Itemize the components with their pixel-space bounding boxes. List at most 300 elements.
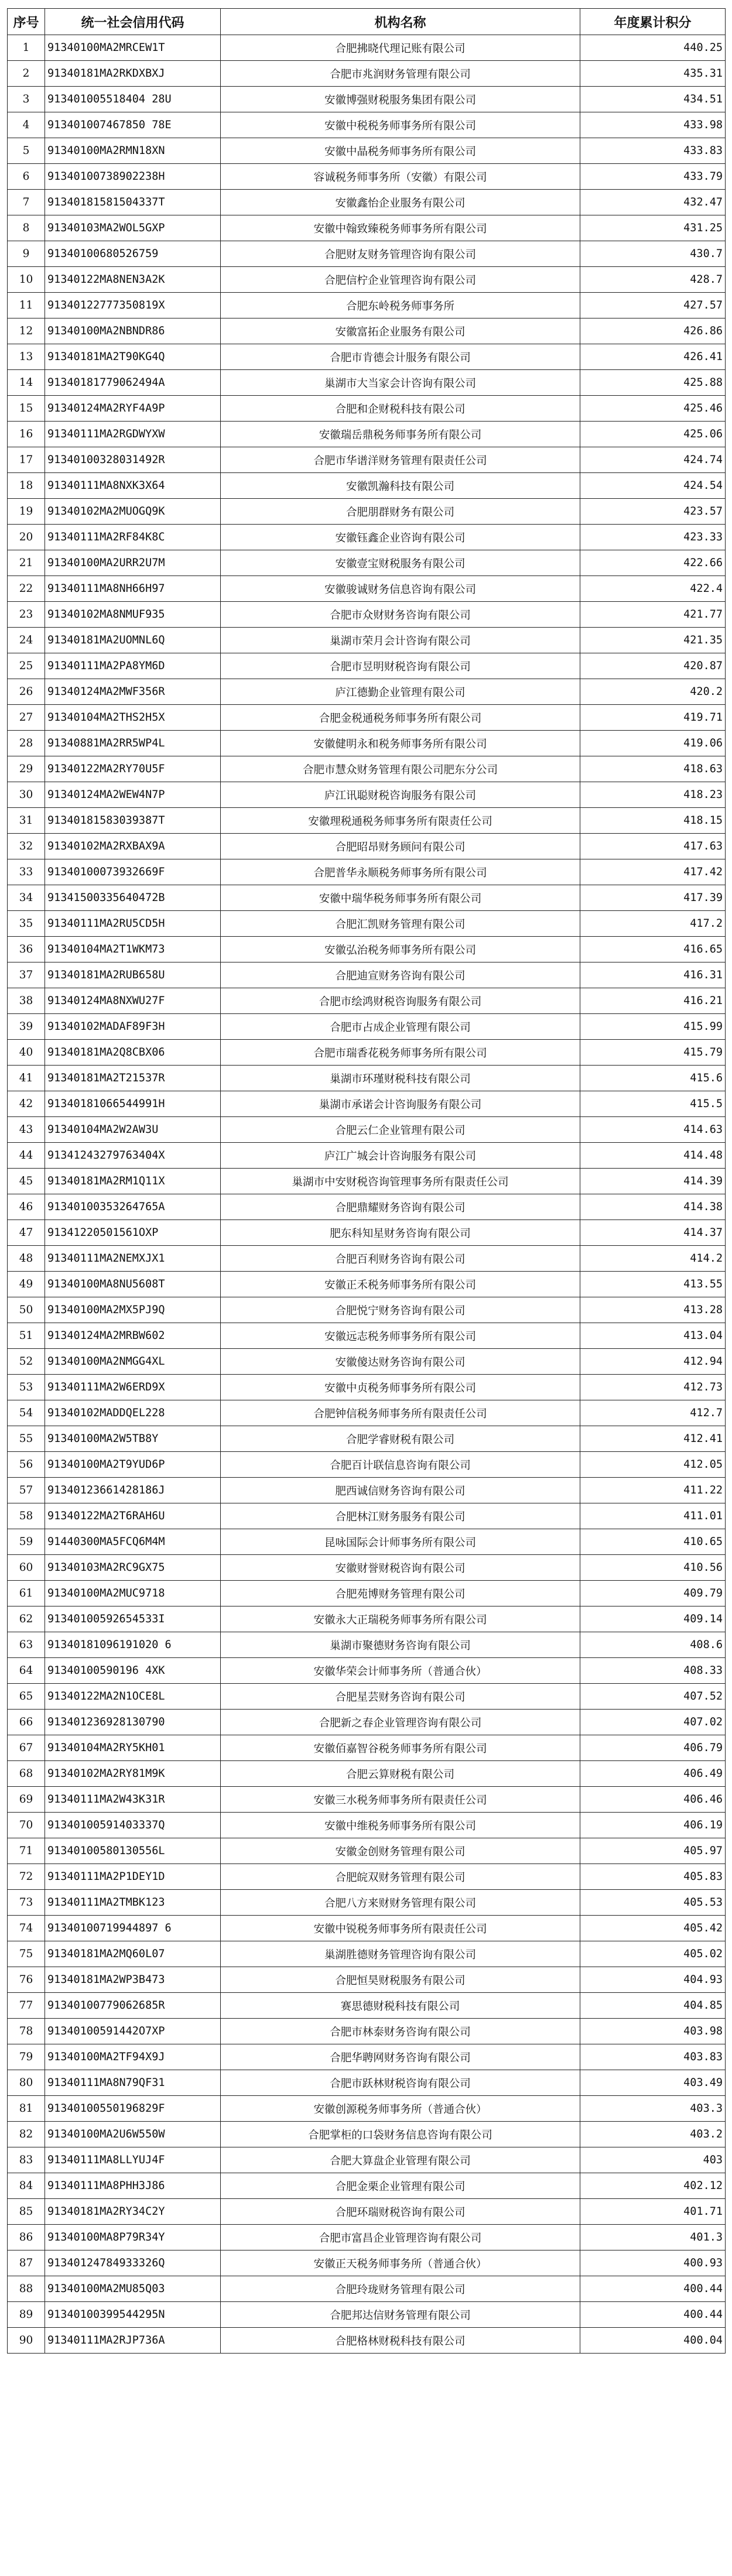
org-name: 安徽中维税务师事务所有限公司 bbox=[221, 1813, 580, 1838]
annual-score: 427.57 bbox=[580, 293, 726, 318]
org-name: 合肥华聘网财务咨询有限公司 bbox=[221, 2044, 580, 2070]
table-row bbox=[8, 705, 726, 731]
org-name: 合肥拂晓代理记账有限公司 bbox=[221, 35, 580, 61]
org-name: 合肥财友财务管理咨询有限公司 bbox=[221, 241, 580, 267]
annual-score: 412.73 bbox=[580, 1375, 726, 1400]
credit-code: 91340122MA2N1OCE8L bbox=[45, 1684, 221, 1710]
org-name: 安徽佰嘉智谷税务师事务所有限公司 bbox=[221, 1735, 580, 1761]
row-index: 70 bbox=[8, 1813, 45, 1838]
org-name: 合肥百计联信息咨询有限公司 bbox=[221, 1452, 580, 1478]
org-name: 安徽财誉财税咨询有限公司 bbox=[221, 1555, 580, 1581]
org-name: 合肥市林泰财务咨询有限公司 bbox=[221, 2019, 580, 2044]
org-name: 安徽凯瀚科技有限公司 bbox=[221, 473, 580, 499]
table-row bbox=[8, 2225, 726, 2250]
credit-code: 91340100MA8P79R34Y bbox=[45, 2225, 221, 2250]
org-name: 合肥玲珑财务管理有限公司 bbox=[221, 2276, 580, 2302]
credit-code: 91340111MA8NH66H97 bbox=[45, 576, 221, 602]
annual-score: 405.97 bbox=[580, 1838, 726, 1864]
credit-code: 91340100591442O7XP bbox=[45, 2019, 221, 2044]
row-index: 5 bbox=[8, 138, 45, 164]
annual-score: 412.41 bbox=[580, 1426, 726, 1452]
annual-score: 400.93 bbox=[580, 2250, 726, 2276]
org-name: 合肥苑博财务管理有限公司 bbox=[221, 1581, 580, 1606]
org-name: 合肥市富昌企业管理咨询有限公司 bbox=[221, 2225, 580, 2250]
table-row bbox=[8, 679, 726, 705]
row-index: 2 bbox=[8, 61, 45, 87]
annual-score: 422.4 bbox=[580, 576, 726, 602]
org-name: 合肥掌柜的口袋财务信息咨询有限公司 bbox=[221, 2122, 580, 2147]
table-row bbox=[8, 1194, 726, 1220]
org-name: 合肥云算财税有限公司 bbox=[221, 1761, 580, 1787]
row-index: 28 bbox=[8, 731, 45, 756]
annual-score: 406.46 bbox=[580, 1787, 726, 1813]
table-row bbox=[8, 1916, 726, 1941]
table-row bbox=[8, 1941, 726, 1967]
table-row bbox=[8, 241, 726, 267]
annual-score: 403.2 bbox=[580, 2122, 726, 2147]
row-index: 14 bbox=[8, 370, 45, 396]
org-name: 安徽傻达财务咨询有限公司 bbox=[221, 1349, 580, 1375]
credit-code: 91340111MA2P1DEY1D bbox=[45, 1864, 221, 1890]
table-row bbox=[8, 87, 726, 112]
credit-code: 91340100591403337Q bbox=[45, 1813, 221, 1838]
credit-code: 91340100MA2MX5PJ9Q bbox=[45, 1297, 221, 1323]
table-row bbox=[8, 318, 726, 344]
annual-score: 411.22 bbox=[580, 1478, 726, 1503]
credit-code: 91340100779062685R bbox=[45, 1993, 221, 2019]
header-org-name: 机构名称 bbox=[221, 9, 580, 35]
row-index: 60 bbox=[8, 1555, 45, 1581]
annual-score: 400.44 bbox=[580, 2302, 726, 2328]
annual-score: 425.88 bbox=[580, 370, 726, 396]
annual-score: 430.7 bbox=[580, 241, 726, 267]
table-row bbox=[8, 885, 726, 911]
row-index: 52 bbox=[8, 1349, 45, 1375]
row-index: 37 bbox=[8, 962, 45, 988]
credit-code: 91340181MA2RY34C2Y bbox=[45, 2199, 221, 2225]
row-index: 50 bbox=[8, 1297, 45, 1323]
org-name: 合肥和企财税科技有限公司 bbox=[221, 396, 580, 422]
credit-code: 91340111MA2RF84K8C bbox=[45, 525, 221, 550]
annual-score: 433.98 bbox=[580, 112, 726, 138]
annual-score: 418.23 bbox=[580, 782, 726, 808]
annual-score: 401.3 bbox=[580, 2225, 726, 2250]
org-name: 合肥汇凯财务管理有限公司 bbox=[221, 911, 580, 937]
credit-code: 91340100592654533I bbox=[45, 1606, 221, 1632]
org-name: 安徽弘治税务师事务所有限公司 bbox=[221, 937, 580, 962]
table-row bbox=[8, 1993, 726, 2019]
annual-score: 425.06 bbox=[580, 422, 726, 447]
table-row bbox=[8, 859, 726, 885]
annual-score: 412.7 bbox=[580, 1400, 726, 1426]
annual-score: 400.04 bbox=[580, 2328, 726, 2354]
row-index: 65 bbox=[8, 1684, 45, 1710]
row-index: 8 bbox=[8, 215, 45, 241]
annual-score: 404.93 bbox=[580, 1967, 726, 1993]
org-name: 合肥林江财务服务有限公司 bbox=[221, 1503, 580, 1529]
org-name: 庐江德勤企业管理有限公司 bbox=[221, 679, 580, 705]
row-index: 59 bbox=[8, 1529, 45, 1555]
org-name: 合肥市兆润财务管理有限公司 bbox=[221, 61, 580, 87]
org-name: 合肥市华谱洋财务管理有限责任公司 bbox=[221, 447, 580, 473]
row-index: 36 bbox=[8, 937, 45, 962]
table-row bbox=[8, 550, 726, 576]
table-row bbox=[8, 2250, 726, 2276]
annual-score: 433.79 bbox=[580, 164, 726, 190]
annual-score: 410.65 bbox=[580, 1529, 726, 1555]
table-row bbox=[8, 190, 726, 215]
table-row bbox=[8, 499, 726, 525]
row-index: 74 bbox=[8, 1916, 45, 1941]
credit-code: 91340124MA8NXWU27F bbox=[45, 988, 221, 1014]
org-name: 巢湖市荣月会计咨询有限公司 bbox=[221, 628, 580, 653]
table-row bbox=[8, 396, 726, 422]
org-name: 安徽中贞税务师事务所有限公司 bbox=[221, 1375, 580, 1400]
annual-score: 409.79 bbox=[580, 1581, 726, 1606]
credit-code: 91341500335640472B bbox=[45, 885, 221, 911]
table-row bbox=[8, 61, 726, 87]
org-name: 安徽鑫怡企业服务有限公司 bbox=[221, 190, 580, 215]
table-row bbox=[8, 1246, 726, 1272]
credit-code: 91340104MA2THS2H5X bbox=[45, 705, 221, 731]
row-index: 24 bbox=[8, 628, 45, 653]
org-name: 合肥悦宁财务咨询有限公司 bbox=[221, 1297, 580, 1323]
row-index: 47 bbox=[8, 1220, 45, 1246]
annual-score: 428.7 bbox=[580, 267, 726, 293]
org-name: 合肥格林财税科技有限公司 bbox=[221, 2328, 580, 2354]
annual-score: 421.77 bbox=[580, 602, 726, 628]
row-index: 20 bbox=[8, 525, 45, 550]
annual-score: 415.79 bbox=[580, 1040, 726, 1066]
annual-score: 418.63 bbox=[580, 756, 726, 782]
org-name: 巢湖胜德财务管理咨询有限公司 bbox=[221, 1941, 580, 1967]
row-index: 15 bbox=[8, 396, 45, 422]
credit-code: 91341220501561OXP bbox=[45, 1220, 221, 1246]
annual-score: 400.44 bbox=[580, 2276, 726, 2302]
annual-score: 406.79 bbox=[580, 1735, 726, 1761]
row-index: 19 bbox=[8, 499, 45, 525]
table-row bbox=[8, 1735, 726, 1761]
row-index: 61 bbox=[8, 1581, 45, 1606]
org-name: 合肥市瑞香花税务师事务所有限公司 bbox=[221, 1040, 580, 1066]
row-index: 34 bbox=[8, 885, 45, 911]
annual-score: 406.49 bbox=[580, 1761, 726, 1787]
table-row bbox=[8, 937, 726, 962]
org-name: 合肥星芸财务咨询有限公司 bbox=[221, 1684, 580, 1710]
credit-code: 91340111MA2RJP736A bbox=[45, 2328, 221, 2354]
annual-score: 416.31 bbox=[580, 962, 726, 988]
row-index: 78 bbox=[8, 2019, 45, 2044]
org-name: 安徽理税通税务师事务所有限责任公司 bbox=[221, 808, 580, 834]
row-index: 49 bbox=[8, 1272, 45, 1297]
table-row bbox=[8, 2199, 726, 2225]
table-row bbox=[8, 808, 726, 834]
table-row bbox=[8, 164, 726, 190]
row-index: 79 bbox=[8, 2044, 45, 2070]
row-index: 88 bbox=[8, 2276, 45, 2302]
table-row bbox=[8, 1787, 726, 1813]
org-name: 安徽创源税务师事务所（普通合伙） bbox=[221, 2096, 580, 2122]
table-row bbox=[8, 370, 726, 396]
credit-code: 91340102MADAF89F3H bbox=[45, 1014, 221, 1040]
row-index: 18 bbox=[8, 473, 45, 499]
org-name: 巢湖市承诺会计咨询服务有限公司 bbox=[221, 1091, 580, 1117]
table-row bbox=[8, 1117, 726, 1143]
annual-score: 403.98 bbox=[580, 2019, 726, 2044]
row-index: 43 bbox=[8, 1117, 45, 1143]
org-name: 合肥市跃林财税咨询有限公司 bbox=[221, 2070, 580, 2096]
table-row bbox=[8, 602, 726, 628]
org-name: 合肥普华永顺税务师事务所有限公司 bbox=[221, 859, 580, 885]
credit-code: 91340104MA2RY5KH01 bbox=[45, 1735, 221, 1761]
row-index: 35 bbox=[8, 911, 45, 937]
org-name: 肥西诚信财务咨询有限公司 bbox=[221, 1478, 580, 1503]
org-name: 安徽正天税务师事务所（普通合伙） bbox=[221, 2250, 580, 2276]
annual-score: 416.65 bbox=[580, 937, 726, 962]
table-row bbox=[8, 1040, 726, 1066]
org-name: 合肥市肯德会计服务有限公司 bbox=[221, 344, 580, 370]
org-name: 安徽壹宝财税服务有限公司 bbox=[221, 550, 580, 576]
org-name: 合肥钟信税务师事务所有限责任公司 bbox=[221, 1400, 580, 1426]
annual-score: 421.35 bbox=[580, 628, 726, 653]
table-row bbox=[8, 1220, 726, 1246]
credit-code: 91340181MA2WP3B473 bbox=[45, 1967, 221, 1993]
credit-code: 913401007467850 78E bbox=[45, 112, 221, 138]
credit-code: 91340124MA2MRBW602 bbox=[45, 1323, 221, 1349]
header-credit-code: 统一社会信用代码 bbox=[45, 9, 221, 35]
org-name: 合肥皖双财务管理有限公司 bbox=[221, 1864, 580, 1890]
annual-score: 426.41 bbox=[580, 344, 726, 370]
org-name: 合肥朋群财务有限公司 bbox=[221, 499, 580, 525]
org-name: 合肥大算盘企业管理有限公司 bbox=[221, 2147, 580, 2173]
annual-score: 407.52 bbox=[580, 1684, 726, 1710]
table-row bbox=[8, 1400, 726, 1426]
annual-score: 425.46 bbox=[580, 396, 726, 422]
annual-score: 403 bbox=[580, 2147, 726, 2173]
credit-code: 91340100MA2TF94X9J bbox=[45, 2044, 221, 2070]
credit-score-table bbox=[7, 8, 726, 2354]
org-name: 肥东科知星财务咨询有限公司 bbox=[221, 1220, 580, 1246]
org-name: 合肥新之春企业管理咨询有限公司 bbox=[221, 1710, 580, 1735]
credit-code: 91340111MA8LLYUJ4F bbox=[45, 2147, 221, 2173]
table-row bbox=[8, 1890, 726, 1916]
row-index: 41 bbox=[8, 1066, 45, 1091]
org-name: 容诚税务师事务所（安徽）有限公司 bbox=[221, 164, 580, 190]
row-index: 32 bbox=[8, 834, 45, 859]
row-index: 25 bbox=[8, 653, 45, 679]
row-index: 71 bbox=[8, 1838, 45, 1864]
credit-code: 91340100550196829F bbox=[45, 2096, 221, 2122]
annual-score: 424.54 bbox=[580, 473, 726, 499]
row-index: 68 bbox=[8, 1761, 45, 1787]
row-index: 13 bbox=[8, 344, 45, 370]
org-name: 合肥学睿财税有限公司 bbox=[221, 1426, 580, 1452]
table-row bbox=[8, 2096, 726, 2122]
table-row bbox=[8, 1581, 726, 1606]
row-index: 33 bbox=[8, 859, 45, 885]
table-row bbox=[8, 782, 726, 808]
org-name: 合肥信柠企业管理咨询有限公司 bbox=[221, 267, 580, 293]
table-row bbox=[8, 731, 726, 756]
row-index: 31 bbox=[8, 808, 45, 834]
credit-code: 91340181MA2RM1Q11X bbox=[45, 1169, 221, 1194]
table-row bbox=[8, 1529, 726, 1555]
credit-code: 91340100073932669F bbox=[45, 859, 221, 885]
credit-code: 91340111MA2NEMXJX1 bbox=[45, 1246, 221, 1272]
annual-score: 405.83 bbox=[580, 1864, 726, 1890]
annual-score: 414.38 bbox=[580, 1194, 726, 1220]
table-row bbox=[8, 1503, 726, 1529]
annual-score: 408.6 bbox=[580, 1632, 726, 1658]
table-row bbox=[8, 1066, 726, 1091]
table-row bbox=[8, 1375, 726, 1400]
row-index: 85 bbox=[8, 2199, 45, 2225]
org-name: 安徽三水税务师事务所有限责任公司 bbox=[221, 1787, 580, 1813]
row-index: 53 bbox=[8, 1375, 45, 1400]
table-row bbox=[8, 1143, 726, 1169]
row-index: 6 bbox=[8, 164, 45, 190]
annual-score: 416.21 bbox=[580, 988, 726, 1014]
row-index: 51 bbox=[8, 1323, 45, 1349]
credit-code: 91340100MA2RMN18XN bbox=[45, 138, 221, 164]
table-row bbox=[8, 1272, 726, 1297]
row-index: 22 bbox=[8, 576, 45, 602]
row-index: 1 bbox=[8, 35, 45, 61]
annual-score: 440.25 bbox=[580, 35, 726, 61]
credit-code: 91340111MA8NXK3X64 bbox=[45, 473, 221, 499]
org-name: 安徽健明永和税务师事务所有限公司 bbox=[221, 731, 580, 756]
credit-code: 91340100MA2W5TB8Y bbox=[45, 1426, 221, 1452]
annual-score: 403.49 bbox=[580, 2070, 726, 2096]
credit-code: 91340100719944897 6 bbox=[45, 1916, 221, 1941]
credit-code: 91340111MA8PHH3J86 bbox=[45, 2173, 221, 2199]
row-index: 63 bbox=[8, 1632, 45, 1658]
credit-code: 91340100MA2URR2U7M bbox=[45, 550, 221, 576]
row-index: 23 bbox=[8, 602, 45, 628]
row-index: 44 bbox=[8, 1143, 45, 1169]
annual-score: 417.2 bbox=[580, 911, 726, 937]
credit-code: 91340181583039387T bbox=[45, 808, 221, 834]
row-index: 7 bbox=[8, 190, 45, 215]
table-row bbox=[8, 2122, 726, 2147]
row-index: 84 bbox=[8, 2173, 45, 2199]
credit-code: 91340102MA2MUOGQ9K bbox=[45, 499, 221, 525]
credit-code: 91340102MA8NMUF935 bbox=[45, 602, 221, 628]
org-name: 合肥百利财务咨询有限公司 bbox=[221, 1246, 580, 1272]
credit-code: 91340123661428186J bbox=[45, 1478, 221, 1503]
credit-code: 91440300MA5FCQ6M4M bbox=[45, 1529, 221, 1555]
table-row bbox=[8, 215, 726, 241]
annual-score: 414.37 bbox=[580, 1220, 726, 1246]
row-index: 76 bbox=[8, 1967, 45, 1993]
org-name: 合肥昭昂财务顾问有限公司 bbox=[221, 834, 580, 859]
credit-code: 91340181MA2T21537R bbox=[45, 1066, 221, 1091]
annual-score: 405.02 bbox=[580, 1941, 726, 1967]
annual-score: 407.02 bbox=[580, 1710, 726, 1735]
table-body bbox=[8, 35, 726, 2354]
annual-score: 411.01 bbox=[580, 1503, 726, 1529]
org-name: 合肥邦达信财务管理有限公司 bbox=[221, 2302, 580, 2328]
row-index: 29 bbox=[8, 756, 45, 782]
annual-score: 434.51 bbox=[580, 87, 726, 112]
org-name: 安徽中翰致臻税务师事务所有限公司 bbox=[221, 215, 580, 241]
row-index: 21 bbox=[8, 550, 45, 576]
table-row bbox=[8, 1864, 726, 1890]
table-row bbox=[8, 35, 726, 61]
org-name: 安徽富拓企业服务有限公司 bbox=[221, 318, 580, 344]
annual-score: 420.87 bbox=[580, 653, 726, 679]
credit-code: 91340122MA2T6RAH6U bbox=[45, 1503, 221, 1529]
org-name: 合肥八方来财财务管理有限公司 bbox=[221, 1890, 580, 1916]
credit-code: 91340100MA8NU5608T bbox=[45, 1272, 221, 1297]
annual-score: 419.71 bbox=[580, 705, 726, 731]
credit-code: 91340100738902238H bbox=[45, 164, 221, 190]
table-row bbox=[8, 2302, 726, 2328]
table-row bbox=[8, 1426, 726, 1452]
credit-code: 91340111MA2W6ERD9X bbox=[45, 1375, 221, 1400]
table-row bbox=[8, 1838, 726, 1864]
credit-code: 91340181MA2T90KG4Q bbox=[45, 344, 221, 370]
row-index: 30 bbox=[8, 782, 45, 808]
table-row bbox=[8, 576, 726, 602]
credit-code: 91340100590196 4XK bbox=[45, 1658, 221, 1684]
annual-score: 418.15 bbox=[580, 808, 726, 834]
credit-code: 91340181066544991H bbox=[45, 1091, 221, 1117]
row-index: 10 bbox=[8, 267, 45, 293]
annual-score: 414.63 bbox=[580, 1117, 726, 1143]
annual-score: 419.06 bbox=[580, 731, 726, 756]
org-name: 合肥东岭税务师事务所 bbox=[221, 293, 580, 318]
row-index: 27 bbox=[8, 705, 45, 731]
row-index: 87 bbox=[8, 2250, 45, 2276]
table-row bbox=[8, 1710, 726, 1735]
credit-code: 913401005518404 28U bbox=[45, 87, 221, 112]
annual-score: 404.85 bbox=[580, 1993, 726, 2019]
annual-score: 415.6 bbox=[580, 1066, 726, 1091]
org-name: 安徽中税税务师事务所有限公司 bbox=[221, 112, 580, 138]
credit-code: 91340102MA2RY81M9K bbox=[45, 1761, 221, 1787]
org-name: 安徽远志税务师事务所有限公司 bbox=[221, 1323, 580, 1349]
org-name: 安徽骏诚财务信息咨询有限公司 bbox=[221, 576, 580, 602]
org-name: 合肥迪宣财务咨询有限公司 bbox=[221, 962, 580, 988]
org-name: 合肥环瑞财税咨询有限公司 bbox=[221, 2199, 580, 2225]
row-index: 67 bbox=[8, 1735, 45, 1761]
row-index: 77 bbox=[8, 1993, 45, 2019]
credit-code: 91340102MADDQEL228 bbox=[45, 1400, 221, 1426]
annual-score: 414.2 bbox=[580, 1246, 726, 1272]
table-row bbox=[8, 1813, 726, 1838]
row-index: 64 bbox=[8, 1658, 45, 1684]
credit-code: 91340181MA2MQ60L07 bbox=[45, 1941, 221, 1967]
table-row bbox=[8, 1452, 726, 1478]
org-name: 安徽中瑞华税务师事务所有限公司 bbox=[221, 885, 580, 911]
annual-score: 413.04 bbox=[580, 1323, 726, 1349]
annual-score: 435.31 bbox=[580, 61, 726, 87]
row-index: 81 bbox=[8, 2096, 45, 2122]
credit-code: 91340103MA2RC9GX75 bbox=[45, 1555, 221, 1581]
row-index: 17 bbox=[8, 447, 45, 473]
credit-code: 91340122777350819X bbox=[45, 293, 221, 318]
annual-score: 414.48 bbox=[580, 1143, 726, 1169]
annual-score: 423.57 bbox=[580, 499, 726, 525]
annual-score: 403.3 bbox=[580, 2096, 726, 2122]
table-row bbox=[8, 911, 726, 937]
table-row bbox=[8, 293, 726, 318]
credit-code: 91340124MA2WEW4N7P bbox=[45, 782, 221, 808]
credit-code: 91340181MA2UOMNL6Q bbox=[45, 628, 221, 653]
table-row bbox=[8, 1967, 726, 1993]
row-index: 16 bbox=[8, 422, 45, 447]
